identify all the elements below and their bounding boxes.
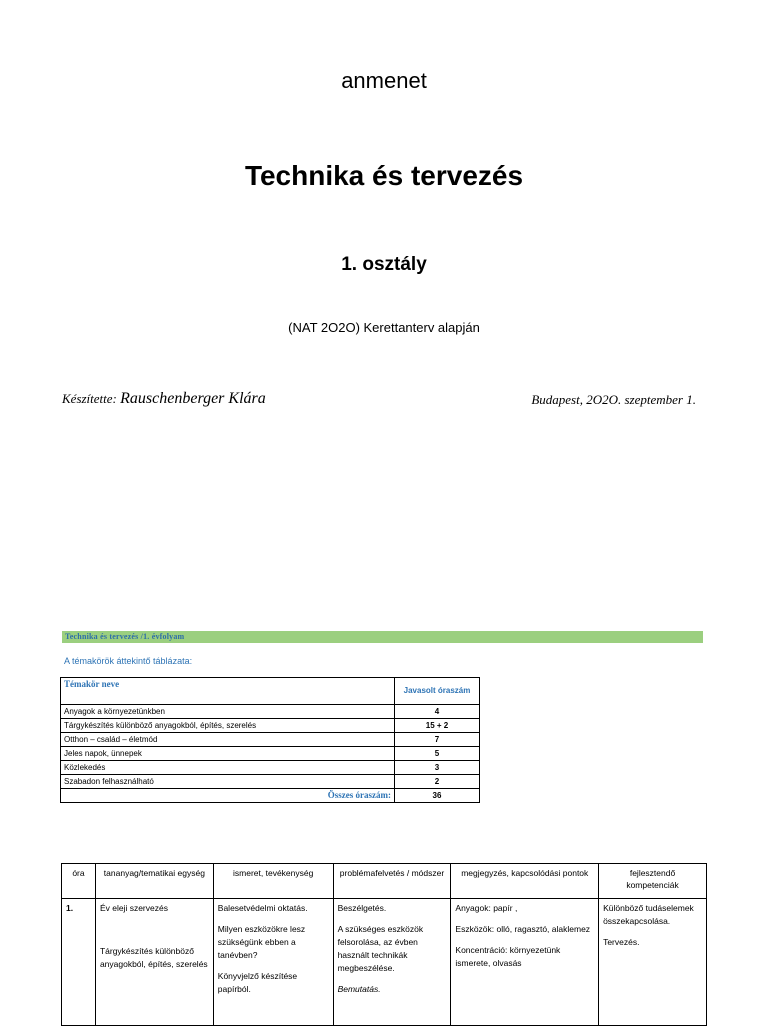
- topic-name-header: Témakör neve: [61, 678, 395, 705]
- method-cell: [333, 899, 451, 1026]
- hour-cell: 1.: [62, 899, 96, 1026]
- table-row: [61, 733, 480, 747]
- method-text: Beszélgetés.: [337, 903, 387, 913]
- table-row: [61, 747, 480, 761]
- author-name: Rauschenberger Klára: [120, 390, 266, 407]
- competencies-cell: [599, 899, 707, 1026]
- table-row: [61, 705, 480, 719]
- total-row: [61, 789, 480, 803]
- method-text: A szükséges eszközök felsorolása, az évben használt technikák megbeszélése.: [337, 924, 424, 973]
- topics-table: [60, 677, 480, 803]
- competencies-header: fejlesztendő kompetenciák: [599, 864, 707, 899]
- place-date: Budapest, 2O2O. szeptember 1.: [531, 392, 696, 407]
- curriculum-basis: (NAT 2O2O) Kerettanterv alapján: [288, 320, 480, 335]
- overview-caption: A témakörök áttekintő táblázata:: [64, 656, 193, 666]
- document-title: Technika és tervezés: [244, 160, 524, 191]
- topic-hours: 3: [395, 761, 480, 775]
- notes-text: Koncentráció: környezetünk ismerete, olvasás: [455, 945, 561, 968]
- method-header: problémafelvetés / módszer: [333, 864, 451, 899]
- topic-name: Szabadon felhasználható: [61, 775, 395, 789]
- notes-text: Eszközök: olló, ragasztó, alaklemez: [455, 924, 591, 934]
- table-row: [62, 899, 707, 1026]
- topic-name: Közlekedés: [61, 761, 395, 775]
- unit-text: Tárgykészítés különböző anyagokból, építés, szerelés: [99, 946, 208, 969]
- hour-header: óra: [62, 864, 96, 899]
- table-row: [61, 719, 480, 733]
- author-line: [62, 390, 266, 408]
- topic-hours: 7: [395, 733, 480, 747]
- knowledge-cell: [213, 899, 333, 1026]
- grade-heading: 1. osztály: [341, 254, 427, 275]
- total-value: 36: [395, 789, 480, 803]
- knowledge-text: Balesetvédelmi oktatás.: [217, 903, 308, 913]
- section-heading: Technika és tervezés /1. évfolyam: [62, 631, 703, 643]
- knowledge-text: Milyen eszközökre lesz szükségünk ebben a tanévben?: [217, 924, 306, 960]
- document-subtitle: anmenet: [341, 68, 427, 93]
- plan-header-row: [62, 864, 707, 899]
- topic-hours: 5: [395, 747, 480, 761]
- knowledge-text: Könyvjelző készítése papírból.: [217, 971, 298, 994]
- topic-hours: 15 + 2: [395, 719, 480, 733]
- hours-header: Javasolt óraszám: [395, 678, 480, 705]
- unit-header: tananyag/tematikai egység: [95, 864, 213, 899]
- topic-hours: 4: [395, 705, 480, 719]
- knowledge-header: ismeret, tevékenység: [213, 864, 333, 899]
- topics-header-row: [61, 678, 480, 705]
- competency-text: Tervezés.: [603, 937, 640, 947]
- notes-header: megjegyzés, kapcsolódási pontok: [451, 864, 599, 899]
- unit-cell: [95, 899, 213, 1026]
- topic-name: Tárgykészítés különböző anyagokból, építés, szerelés: [61, 719, 395, 733]
- competency-text: Különböző tudáselemek összekapcsolása.: [603, 903, 694, 926]
- topic-name: Otthon – család – életmód: [61, 733, 395, 747]
- table-row: [61, 761, 480, 775]
- topic-name: Anyagok a környezetünkben: [61, 705, 395, 719]
- total-label: Összes óraszám:: [61, 789, 395, 803]
- topic-name: Jeles napok, ünnepek: [61, 747, 395, 761]
- method-text: Bemutatás.: [337, 984, 381, 994]
- notes-text: Anyagok: papír ,: [455, 903, 518, 913]
- unit-text: Év eleji szervezés: [99, 903, 168, 913]
- notes-cell: [451, 899, 599, 1026]
- lesson-plan-table: [61, 863, 707, 1026]
- author-label: Készítette:: [62, 391, 117, 406]
- table-row: [61, 775, 480, 789]
- topic-hours: 2: [395, 775, 480, 789]
